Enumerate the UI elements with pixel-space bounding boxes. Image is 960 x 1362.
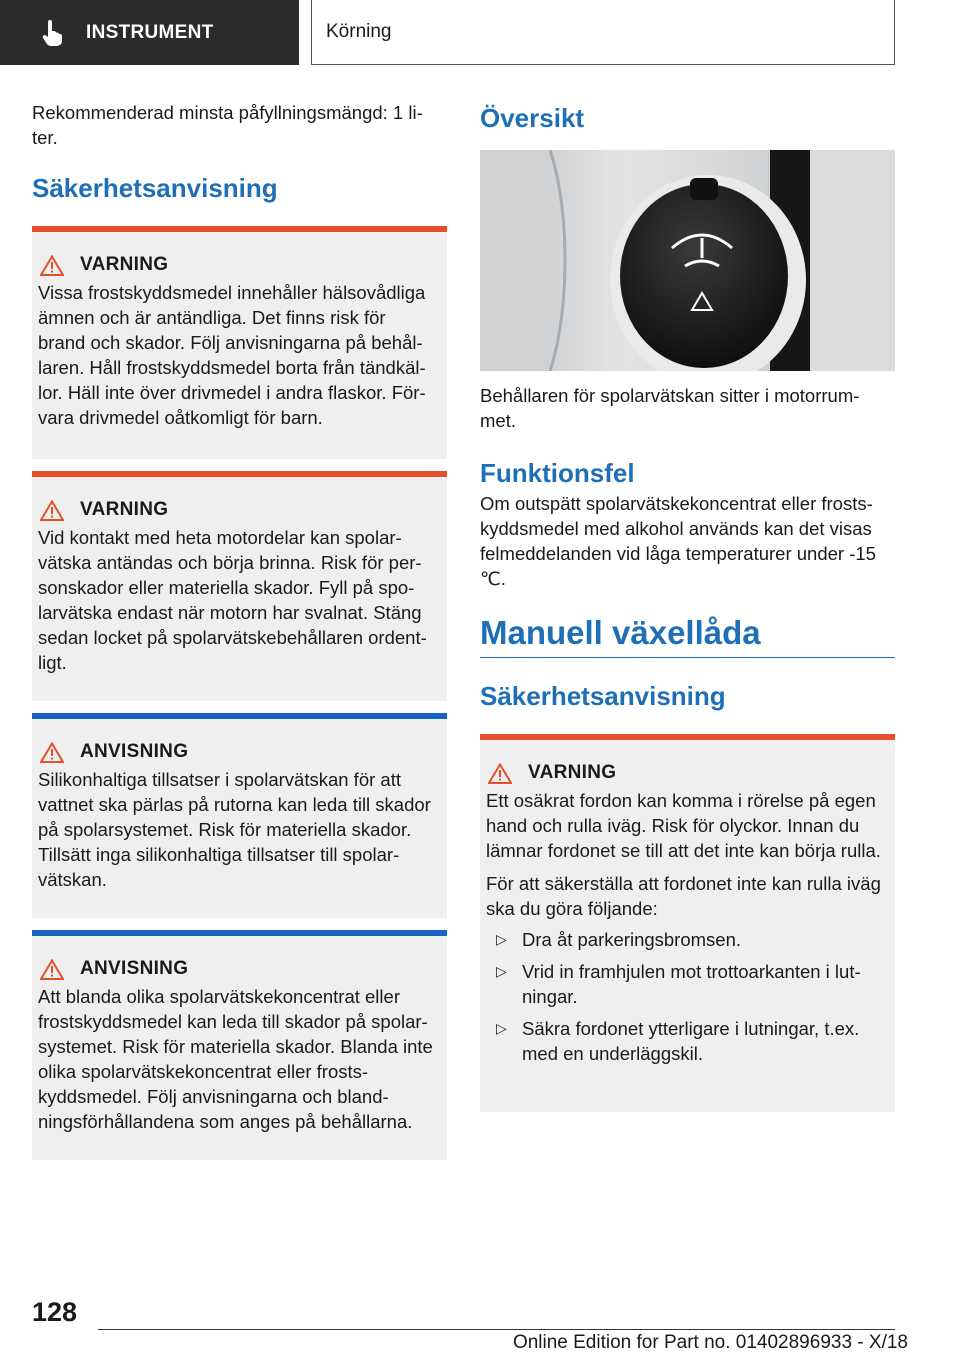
list-item: ▷ Vrid in framhjulen mot trottoarkanten i lut‐ningar.	[486, 959, 885, 1009]
warning-box-3	[480, 734, 895, 1112]
chapter-tab	[311, 0, 895, 65]
safety-heading: Säkerhetsanvisning	[32, 173, 278, 203]
section-tab	[0, 0, 299, 65]
list-item: ▷ Dra åt parkeringsbromsen.	[486, 927, 885, 952]
warning-triangle-icon	[40, 254, 66, 276]
action-list	[486, 927, 885, 1066]
warning-triangle-icon	[488, 762, 514, 784]
arrowhead-bullet-icon: ▷	[496, 1020, 507, 1036]
photo-caption: Behållaren för spolarvätskan sitter i motorrum‐met.	[480, 385, 860, 431]
manual-transmission-heading: Manuell växellåda	[480, 614, 761, 651]
malfunction-text: Om outspätt spolarvätskekoncentrat eller frosts‐kyddsmedel med alkohol används kan det visas felmeddelanden vid låga temperaturer under -15 ℃.	[480, 493, 876, 589]
warning-triangle-icon	[40, 741, 66, 763]
notice-text: Silikonhaltiga tillsatser i spolarvätskan för att vattnet ska pärlas på rutorna kan leda till skador på spolarsystemet. Risk för materiella skador. Tillsätt inga silikonhaltiga tillsatser till spolar‐vätskan.	[38, 769, 431, 890]
right-column	[480, 100, 895, 1112]
warning-triangle-icon	[40, 958, 66, 980]
notice-title: ANVISNING	[80, 958, 189, 979]
footer-rule	[98, 1329, 895, 1330]
chapter-label: Körning	[326, 21, 392, 42]
left-column	[32, 100, 447, 1160]
overview-heading: Översikt	[480, 103, 585, 133]
notice-title: VARNING	[80, 499, 169, 520]
list-item: ▷ Säkra fordonet ytterligare i lutningar, t.ex. med en underläggskil.	[486, 1016, 885, 1066]
notice-text: Vissa frostskyddsmedel innehåller hälsovådliga ämnen och är antändliga. Det finns risk för brand och skador. Följ anvisningarna på behål‐laren. Håll frostskyddsmedel borta från tändkäl‐lor. Häll inte över drivmedel i andra flaskor. För‐vara drivmedel oåtkomligt för barn.	[38, 282, 426, 428]
malfunction-heading: Funktionsfel	[480, 458, 635, 488]
arrowhead-bullet-icon: ▷	[496, 963, 507, 979]
intro-text: Rekommenderad minsta påfyllningsmängd: 1 li‐ter.	[32, 102, 423, 148]
notice-box-1	[32, 713, 447, 918]
safety-heading: Säkerhetsanvisning	[480, 681, 726, 711]
warning-triangle-icon	[40, 499, 66, 521]
warning-box-2	[32, 471, 447, 701]
heading-rule	[480, 657, 895, 658]
washer-reservoir-photo	[480, 150, 895, 371]
notice-text: För att säkerställa att fordonet inte kan rulla iväg ska du göra följande:	[486, 873, 881, 919]
notice-text: Att blanda olika spolarvätskekoncentrat eller frostskyddsmedel kan leda till skador på spolar‐systemet. Risk för materiella skador. Blanda inte olika spolarvätskekoncentrat eller frosts‐kyddsmedel. Följ anvisningarna och bland‐ningsförhållandena som anges på behållarna.	[38, 986, 433, 1132]
section-label: INSTRUMENT	[86, 21, 214, 43]
notice-title: VARNING	[528, 762, 617, 783]
notice-title: VARNING	[80, 254, 169, 275]
hand-pointer-icon	[42, 20, 64, 46]
page-number: 128	[32, 1297, 78, 1327]
notice-box-2	[32, 930, 447, 1160]
edition-text: Online Edition for Part no. 01402896933 - X/18	[512, 1332, 908, 1353]
warning-box-1	[32, 226, 447, 459]
notice-title: ANVISNING	[80, 741, 189, 762]
arrowhead-bullet-icon: ▷	[496, 931, 507, 947]
notice-text: Vid kontakt med heta motordelar kan spolar‐vätska antändas och börja brinna. Risk för per‐sonskador eller materiella skador. Fyll på spo‐larvätska endast när motorn har svalnat. Stäng sedan locket på spolarvätskebehållaren ordent‐ligt.	[38, 527, 427, 673]
notice-text: Ett osäkrat fordon kan komma i rörelse på egen hand och rulla iväg. Risk för olyckor. Innan du lämnar fordonet se till att det inte kan börja rulla.	[486, 790, 881, 861]
